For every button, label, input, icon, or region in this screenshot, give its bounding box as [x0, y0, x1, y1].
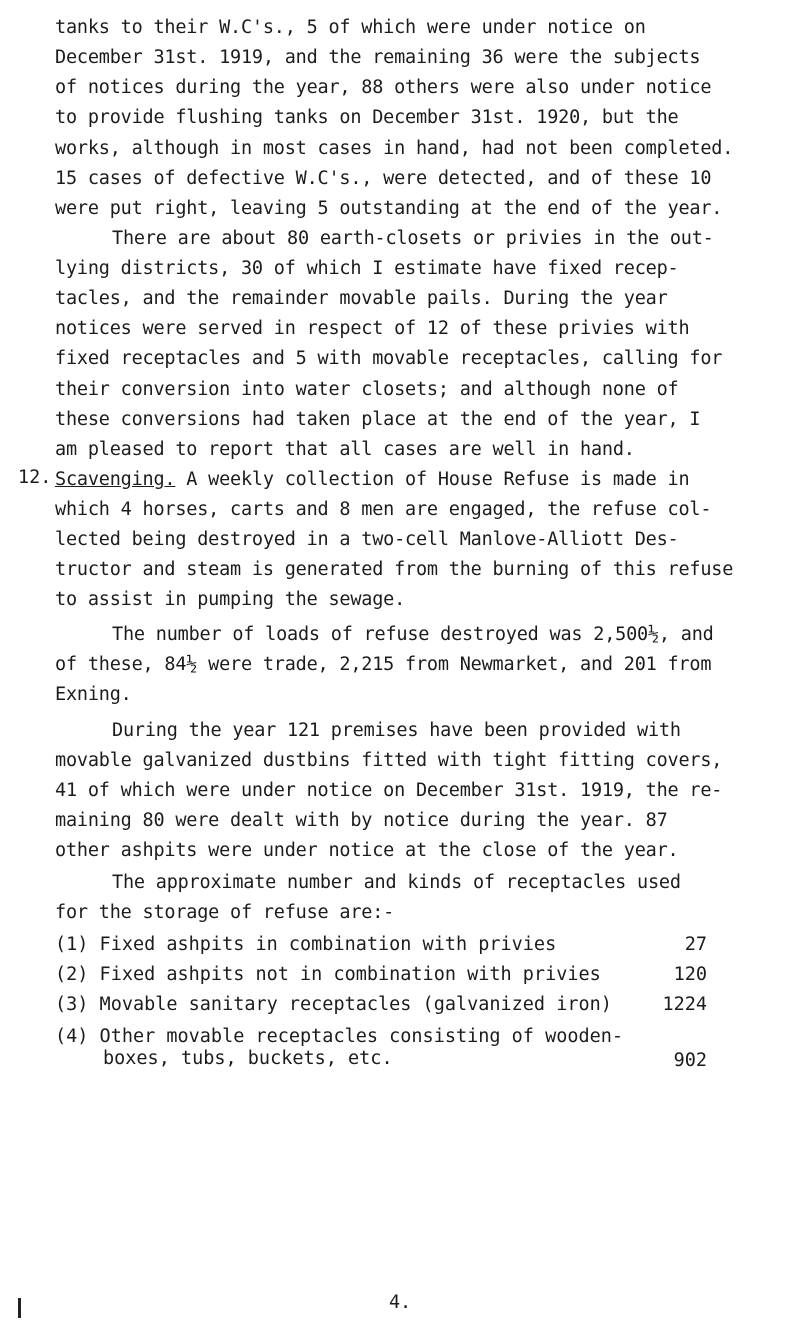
- item-label: (3) Movable sanitary receptacles (galvanized iron): [55, 994, 612, 1015]
- margin-mark: [18, 1298, 21, 1318]
- text-line: During the year 121 premises have been provided with: [112, 720, 681, 741]
- section-number: 12.: [18, 467, 52, 488]
- text-line: their conversion into water closets; and although none of: [55, 379, 679, 400]
- item-count: 120: [673, 964, 707, 985]
- item-count: 902: [673, 1050, 707, 1071]
- text-line: were put right, leaving 5 outstanding at the end of the year.: [55, 198, 723, 219]
- text-line: works, although in most cases in hand, had not been completed.: [55, 138, 734, 159]
- text-line: tacles, and the remainder movable pails. During the year: [55, 288, 668, 309]
- text-run: A weekly collection of House Refuse is made in: [175, 469, 690, 490]
- section-title: Scavenging.: [55, 469, 176, 490]
- text-line: December 31st. 1919, and the remaining 36 were the subjects: [55, 47, 701, 68]
- text-line: other ashpits were under notice at the close of the year.: [55, 840, 679, 861]
- item-count: 27: [684, 934, 707, 955]
- text-line: fixed receptacles and 5 with movable receptacles, calling for: [55, 348, 723, 369]
- text-line: to assist in pumping the sewage.: [55, 589, 406, 610]
- text-line: lected being destroyed in a two-cell Manlove-Alliott Des-: [55, 529, 679, 550]
- text-line: tanks to their W.C's., 5 of which were under notice on: [55, 17, 646, 38]
- item-label: (2) Fixed ashpits not in combination with privies: [55, 964, 601, 985]
- text-line: 15 cases of defective W.C's., were detected, and of these 10: [55, 168, 712, 189]
- text-line: to provide flushing tanks on December 31st. 1920, but the: [55, 107, 679, 128]
- text-line: tructor and steam is generated from the burning of this refuse: [55, 559, 734, 580]
- item-label: (1) Fixed ashpits in combination with privies: [55, 934, 557, 955]
- text-line: lying districts, 30 of which I estimate have fixed recep-: [55, 258, 679, 279]
- item-label: (4) Other movable receptacles consisting of wooden-: [55, 1026, 624, 1047]
- text-line: movable galvanized dustbins fitted with tight fitting covers,: [55, 750, 723, 771]
- text-line: The number of loads of refuse destroyed was 2,500½, and: [112, 624, 714, 645]
- text-line: [55, 467, 765, 493]
- text-line: notices were served in respect of 12 of these privies with: [55, 318, 690, 339]
- text-line: of these, 84½ were trade, 2,215 from Newmarket, and 201 from: [55, 654, 712, 675]
- text-line: for the storage of refuse are:-: [55, 902, 395, 923]
- text-line: of notices during the year, 88 others were also under notice: [55, 77, 712, 98]
- text-line: Exning.: [55, 684, 132, 705]
- text-line: There are about 80 earth-closets or privies in the out-: [112, 228, 714, 249]
- text-line: 41 of which were under notice on December 31st. 1919, the re-: [55, 780, 723, 801]
- text-line: am pleased to report that all cases are well in hand.: [55, 439, 635, 460]
- item-label-continued: boxes, tubs, buckets, etc.: [103, 1048, 393, 1069]
- text-line: maining 80 were dealt with by notice during the year. 87: [55, 810, 668, 831]
- text-line: The approximate number and kinds of receptacles used: [112, 872, 681, 893]
- page-number: 4.: [389, 1292, 411, 1313]
- item-count: 1224: [662, 994, 707, 1015]
- text-line: which 4 horses, carts and 8 men are engaged, the refuse col-: [55, 499, 712, 520]
- text-line: these conversions had taken place at the end of the year, I: [55, 409, 701, 430]
